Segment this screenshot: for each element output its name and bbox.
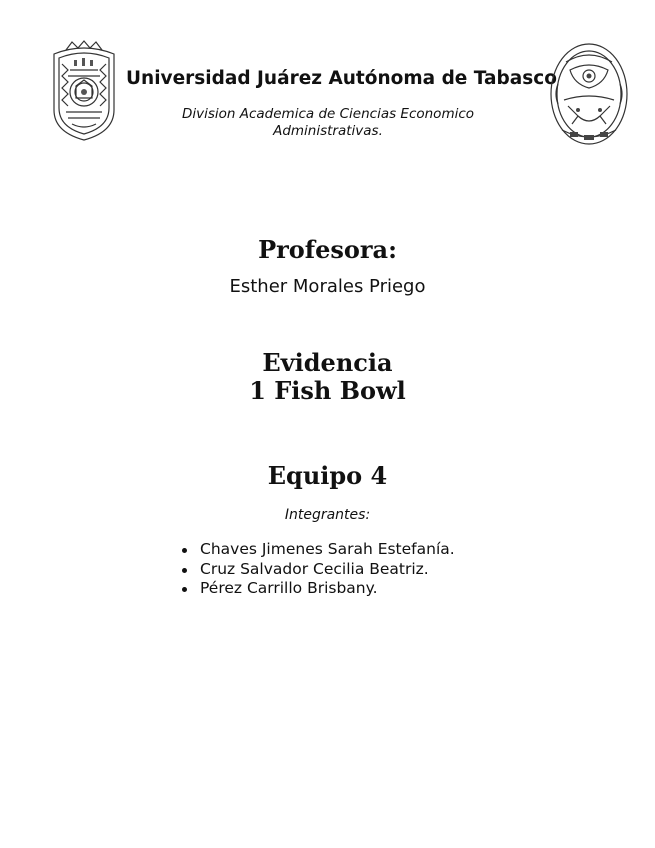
ujat-seal-icon (46, 40, 122, 144)
bullet-icon (182, 548, 187, 553)
list-item (182, 540, 455, 560)
list-item (182, 560, 455, 580)
bullet-icon (182, 568, 187, 573)
bullet-icon (182, 587, 187, 592)
professor-name: Esther Morales Priego (229, 276, 426, 297)
list-item (182, 579, 455, 599)
member-name: Cruz Salvador Cecilia Beatriz. (200, 559, 429, 578)
dacea-seal-icon (548, 40, 630, 148)
division-line-1: Division Academica de Ciencias Economico (181, 106, 475, 122)
professor-label: Profesora: (258, 235, 397, 264)
division-name (160, 106, 496, 140)
members-label: Integrantes: (284, 507, 371, 523)
evidence-title-line-2: 1 Fish Bowl (249, 376, 406, 405)
member-name: Pérez Carrillo Brisbany. (200, 579, 378, 597)
members-list (182, 540, 455, 599)
division-line-2: Administrativas. (273, 123, 383, 139)
evidence-title-line-1: Evidencia (262, 348, 393, 377)
university-name: Universidad Juárez Autónoma de Tabasco (126, 68, 557, 89)
member-name: Chaves Jimenes Sarah Estefanía. (200, 540, 455, 558)
team-title: Equipo 4 (267, 461, 388, 490)
